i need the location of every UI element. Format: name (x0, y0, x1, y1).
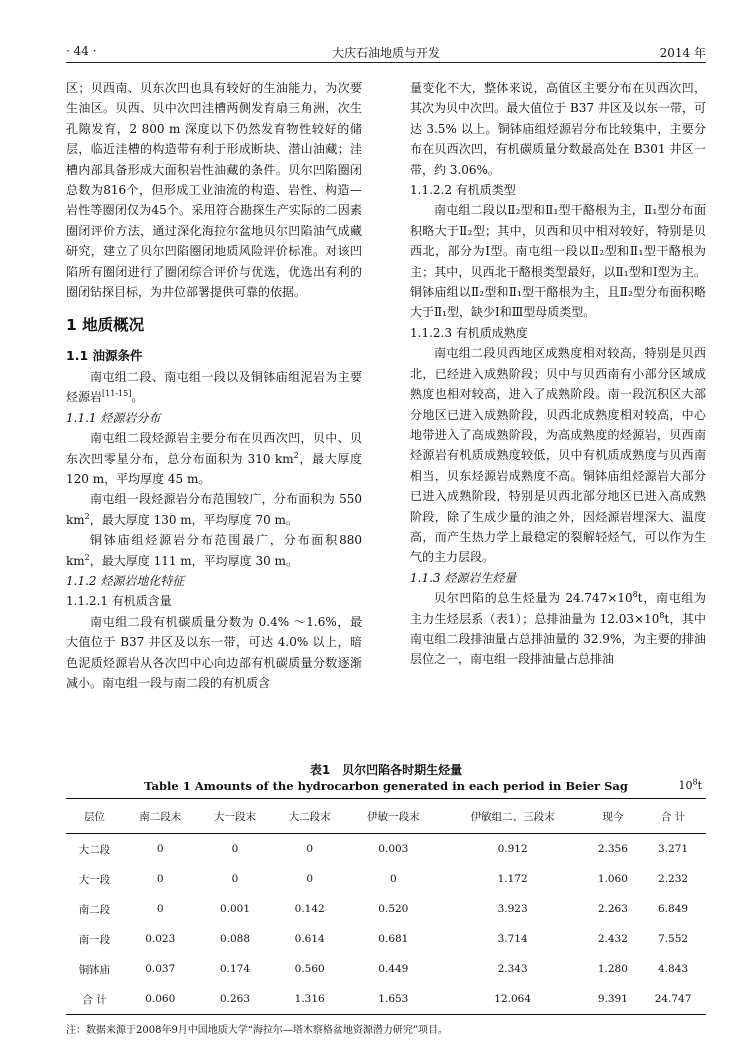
table-cell: 0.681 (378, 933, 409, 945)
table-cell: 12.064 (494, 993, 532, 1005)
paragraph: 贝尔凹陷的总生烃量为 $24.747\times 10^8t$，南屯组为主力生烃层系（表1）；总排油量为 $12.03\times 10^8t$，其中南屯组二段排油量占总排油量的 32.9%，为主要的排油层位之一，南屯组一段排油量占总排油 (410, 590, 706, 667)
table-cell: 4.843 (658, 963, 689, 975)
paragraph: 量变化不大，整体来说，高值区主要分布在贝西次凹，其次为贝中次凹。最大值位于 B37 井区及以东一带，可达 3.5% 以上。铜钵庙组烃源岩分布比较集中，主要分布在贝西次凹，有机碳质量分数最高处在 B301 井区一带，约 3.06%。 (410, 81, 706, 177)
table-cell: 0.263 (219, 993, 250, 1005)
paragraph: 南屯组二段有机碳质量分数为 0.4% ～1.6%，最大值位于 B37 井区及以东一带，可达 4.0% 以上，暗色泥质烃源岩从各次凹中心向边部有机碳质量分数逐渐减小。南屯组一段与南二段的有机质含 (66, 614, 362, 690)
table-cell: 0.001 (219, 903, 250, 915)
table-cell: 0.142 (294, 903, 325, 915)
table-cell: 1.280 (597, 963, 628, 975)
table-row (66, 864, 706, 894)
column-header: 南二段末 (139, 810, 182, 823)
column-header: 层位 (83, 810, 105, 823)
subsubsection-heading: 1.1.2.1 有机质含量 (66, 594, 172, 609)
table-cell: 7.552 (658, 933, 689, 945)
paragraph: 南屯组二段、南屯组一段以及铜钵庙组泥岩为主要烃源岩[11-15]。 (66, 369, 362, 405)
subsection-heading: 1.1 油源条件 (66, 348, 143, 364)
paragraph: 南屯组一段烃源岩分布范围较广，分布面积为 550 $km^2$，最大厚度 130 m，平均厚度 70 m。 (66, 492, 362, 527)
subsubsection-heading: 1.1.2 烃源岩地化特征 (66, 573, 185, 588)
table-row (66, 894, 706, 924)
paragraph: 区；贝西南、贝东次凹也具有较好的生油能力，为次要生油区。贝西、贝中次凹洼槽两侧发育扇三角洲，次生孔隙发育，2 800 m 深度以下仍然发育物性较好的储层，临近洼槽的构造带有利于形成断块、潜山油藏；洼槽内部具备形成大面积岩性油藏的条件。贝尔凹陷圈闭总数为816个，但形成工业油流的构造、岩性、构造—岩性等圈闭仅为45个。采用符合勘探生产实际的二因素圈闭评价方法，通过深化海拉尔盆地贝尔凹陷油气成藏研究，建立了贝尔凹陷圈闭地质风险评价标准。对该凹陷所有圈闭进行了圈闭综合评价与优选，优选出有利的圈闭钻探目标，为井位部署提供可靠的依据。 (66, 81, 362, 300)
table-cell: 0 (306, 843, 314, 855)
journal-title: 大庆石油地质与开发 (331, 46, 440, 60)
table-cell: 0 (156, 843, 164, 855)
table-caption-en: Table 1 Amounts of the hydrocarbon generated in each period in Beier Sag $10^8t$ (144, 777, 702, 793)
table-cell: 24.747 (654, 993, 692, 1005)
table-cell: 0.023 (145, 933, 176, 945)
table-row (66, 984, 706, 1015)
table-cell: 1.653 (378, 993, 409, 1005)
table-cell: 6.849 (658, 903, 689, 915)
table-cell: 1.316 (294, 993, 325, 1005)
table-cell: 0 (156, 873, 164, 885)
row-label: 大一段 (78, 873, 111, 886)
row-label: 大二段 (78, 843, 111, 856)
table-cell: 0.449 (378, 963, 409, 975)
paragraph: 铜钵庙组烃源岩分布范围最广，分布面积880 $km^2$，最大厚度 111 m，平均厚度 30 m。 (66, 533, 362, 568)
paragraph: 南屯组二段贝西地区成熟度相对较高，特别是贝西北，已经进入成熟阶段；贝中与贝西南有小部分区域成熟度也相对较高，进入了成熟阶段。南一段沉积区大部分地区已进入成熟阶段，贝西北成熟度相对较高，中心地带进入了高成熟阶段，为高成熟度的烃源岩，贝西南烃源岩有机质成熟度较低，贝中有机质成熟度与贝西南相当，贝东烃源岩成熟度不高。铜钵庙组烃源岩大部分已进入成熟阶段，特别是贝西北部分地区已进入高成熟阶段，除了生成少量的油之外，因烃源岩埋深大、温度高，而产生热力学上最稳定的裂解轻烃气，可以作为生气的主力层段。 (410, 346, 706, 565)
column-header: 伊敏组二、三段末 (470, 810, 555, 823)
subsubsection-heading: 1.1.1 烃源岩分布 (66, 410, 161, 425)
table-cell: 0.174 (219, 963, 250, 975)
hydrocarbon-table (66, 798, 706, 1015)
column-header: 伊敏一段末 (367, 810, 420, 823)
paragraph: 南屯组二段以Ⅱ₂型和Ⅱ₁型干酪根为主，Ⅱ₁型分布面积略大于Ⅱ₂型；其中，贝西和贝中相对较好，特别是贝西北，部分为Ⅰ型。南屯组一段以Ⅱ₂型和Ⅱ₁型干酪根为主；其中，贝西北干酪根类型最好，以Ⅱ₁型和Ⅰ型为主。铜钵庙组以Ⅱ₂型和Ⅱ₁型干酪根为主，且Ⅱ₂型分布面积略大于Ⅱ₁型，缺少Ⅰ和Ⅲ型母质类型。 (410, 203, 706, 320)
table-cell: 1.060 (597, 873, 628, 885)
table-cell: 0.614 (294, 933, 325, 945)
paragraph: 南屯组二段烃源岩主要分布在贝西次凹，贝中、贝东次凹零星分布，总分布面积为 310 $km^2$，最大厚度 120 m，平均厚度 45 m。 (66, 431, 362, 486)
table-cell: 3.714 (497, 933, 528, 945)
table-cell: 3.271 (658, 843, 689, 855)
table-1 (66, 762, 706, 1036)
table-row (66, 954, 706, 984)
subsubsection-heading: 1.1.2.3 有机质成熟度 (410, 325, 528, 340)
table-row (66, 924, 706, 954)
subsubsection-heading: 1.1.2.2 有机质类型 (410, 183, 516, 198)
row-label: 南二段 (78, 903, 111, 916)
page-header (66, 40, 706, 63)
table-cell: 1.172 (497, 873, 528, 885)
table-cell: 0.560 (294, 963, 325, 975)
table-row (66, 834, 706, 865)
section-heading: 1 地质概况 (66, 316, 145, 335)
column-header: 大二段末 (288, 810, 331, 823)
table-cell: 3.923 (497, 903, 528, 915)
table-cell: 2.356 (597, 843, 628, 855)
table-caption-cn: 表1 贝尔凹陷各时期生烃量 (309, 763, 463, 777)
table-note: 注：数据来源于2008年9月中国地质大学“海拉尔—塔木察格盆地资源潜力研究”项目。 (66, 1025, 449, 1036)
table-cell: 0 (231, 873, 239, 885)
year: 2014 年 (659, 46, 706, 60)
table-cell: 0.520 (378, 903, 409, 915)
table-unit: $10^8t$ (678, 777, 702, 792)
row-label: 南一段 (78, 933, 111, 946)
left-column (66, 78, 362, 693)
table-cell: 0 (389, 873, 397, 885)
table-cell: 0 (231, 843, 239, 855)
table-cell: 2.343 (497, 963, 528, 975)
table-cell: 9.391 (597, 993, 628, 1005)
table-cell: 0 (306, 873, 314, 885)
table-cell: 0 (156, 903, 164, 915)
subsubsection-heading: 1.1.3 烃源岩生烃量 (410, 570, 517, 585)
table-cell: 2.232 (658, 873, 689, 885)
table-header-row (66, 799, 706, 834)
row-label: 铜钵庙 (78, 963, 111, 976)
column-header: 合 计 (660, 810, 686, 823)
column-header: 现今 (602, 810, 624, 823)
table-cell: 2.263 (597, 903, 628, 915)
row-label: 合 计 (82, 993, 107, 1006)
column-header: 大一段末 (213, 810, 256, 823)
page-number: · 44 · (66, 44, 97, 58)
table-cell: 0.088 (219, 933, 250, 945)
right-column (410, 78, 706, 670)
table-cell: 0.037 (145, 963, 176, 975)
table-cell: 0.003 (378, 843, 409, 855)
table-cell: 0.060 (145, 993, 176, 1005)
table-cell: 2.432 (597, 933, 628, 945)
citation[interactable]: [11-15] (102, 389, 132, 399)
table-cell: 0.912 (497, 843, 528, 855)
